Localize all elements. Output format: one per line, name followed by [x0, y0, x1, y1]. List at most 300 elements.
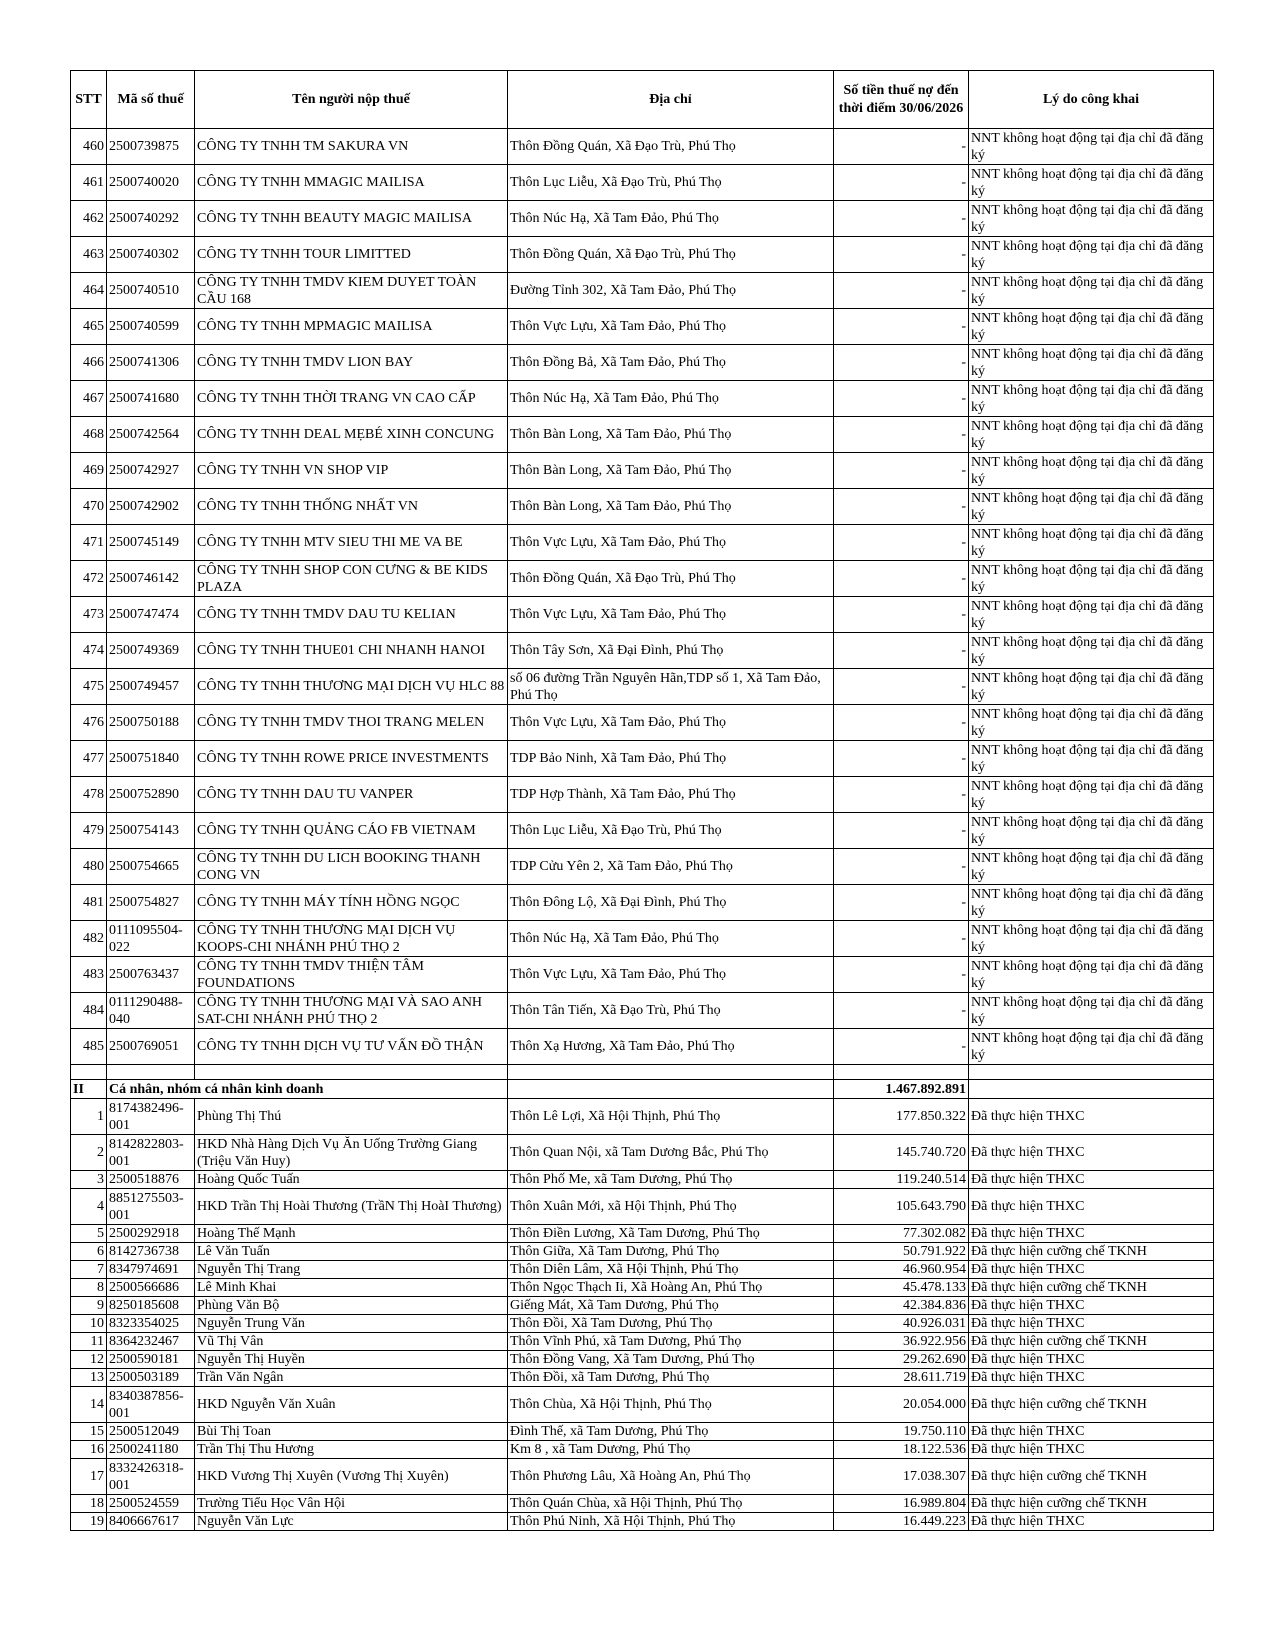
cell-tax-debt: 145.740.720 — [834, 1135, 969, 1171]
cell-tax-code: 2500742927 — [107, 453, 195, 489]
cell-tax-debt: - — [834, 129, 969, 165]
cell-address: Thôn Quan Nội, xã Tam Dương Bắc, Phú Thọ — [508, 1135, 834, 1171]
cell-tax-debt: 177.850.322 — [834, 1099, 969, 1135]
cell-tax-code: 2500518876 — [107, 1171, 195, 1189]
cell-reason: NNT không hoạt động tại địa chỉ đã đăng ký — [969, 237, 1214, 273]
cell-address: Thôn Giữa, Xã Tam Dương, Phú Thọ — [508, 1243, 834, 1261]
cell-address: Thôn Đồng Vang, Xã Tam Dương, Phú Thọ — [508, 1351, 834, 1369]
cell-tax-debt: - — [834, 309, 969, 345]
cell-tax-debt: 36.922.956 — [834, 1333, 969, 1351]
header-reason: Lý do công khai — [969, 71, 1214, 129]
table-row — [71, 741, 1214, 777]
cell-reason: Đã thực hiện THXC — [969, 1135, 1214, 1171]
cell-stt: 483 — [71, 957, 107, 993]
cell-tax-debt: 29.262.690 — [834, 1351, 969, 1369]
cell-reason: NNT không hoạt động tại địa chỉ đã đăng ký — [969, 561, 1214, 597]
cell-tax-code: 8142822803-001 — [107, 1135, 195, 1171]
cell-stt: 472 — [71, 561, 107, 597]
cell-tax-debt: 45.478.133 — [834, 1279, 969, 1297]
cell-reason: NNT không hoạt động tại địa chỉ đã đăng ký — [969, 309, 1214, 345]
cell-stt: 485 — [71, 1029, 107, 1065]
cell-taxpayer-name: CÔNG TY TNHH TM SAKURA VN — [195, 129, 508, 165]
cell-stt: 6 — [71, 1243, 107, 1261]
cell-address: Thôn Đông Lộ, Xã Đại Đình, Phú Thọ — [508, 885, 834, 921]
cell-reason: NNT không hoạt động tại địa chỉ đã đăng ký — [969, 273, 1214, 309]
cell-reason: Đã thực hiện THXC — [969, 1351, 1214, 1369]
table-row — [71, 1369, 1214, 1387]
cell-tax-code: 2500754665 — [107, 849, 195, 885]
cell-stt: 460 — [71, 129, 107, 165]
cell-stt: 479 — [71, 813, 107, 849]
cell-address: Thôn Đồng Quán, Xã Đạo Trù, Phú Thọ — [508, 237, 834, 273]
cell-tax-code: 2500749369 — [107, 633, 195, 669]
cell-address: Thôn Núc Hạ, Xã Tam Đảo, Phú Thọ — [508, 201, 834, 237]
cell-tax-code: 2500763437 — [107, 957, 195, 993]
blank-row — [71, 1065, 1214, 1080]
cell-tax-debt: 40.926.031 — [834, 1315, 969, 1333]
cell-address: Thôn Đồi, xã Tam Dương, Phú Thọ — [508, 1369, 834, 1387]
cell-taxpayer-name: CÔNG TY TNHH THƯƠNG MẠI DỊCH VỤ KOOPS-CHI NHÁNH PHÚ THỌ 2 — [195, 921, 508, 957]
cell-tax-debt: 50.791.922 — [834, 1243, 969, 1261]
cell-reason: NNT không hoạt động tại địa chỉ đã đăng ký — [969, 633, 1214, 669]
cell-reason: Đã thực hiện cưỡng chế TKNH — [969, 1333, 1214, 1351]
table-row — [71, 705, 1214, 741]
cell-tax-code: 2500742564 — [107, 417, 195, 453]
cell-taxpayer-name: CÔNG TY TNHH TOUR LIMITTED — [195, 237, 508, 273]
cell-tax-code: 2500741306 — [107, 345, 195, 381]
cell-address: Thôn Đồi, Xã Tam Dương, Phú Thọ — [508, 1315, 834, 1333]
cell-reason: NNT không hoạt động tại địa chỉ đã đăng ký — [969, 525, 1214, 561]
cell-stt: 7 — [71, 1261, 107, 1279]
cell-reason: Đã thực hiện THXC — [969, 1225, 1214, 1243]
cell-address: Thôn Vĩnh Phú, xã Tam Dương, Phú Thọ — [508, 1333, 834, 1351]
cell-taxpayer-name: CÔNG TY TNHH QUẢNG CÁO FB VIETNAM — [195, 813, 508, 849]
cell-tax-debt: 16.449.223 — [834, 1513, 969, 1531]
cell-tax-code: 2500740302 — [107, 237, 195, 273]
cell-taxpayer-name: CÔNG TY TNHH TMDV KIEM DUYET TOÀN CẦU 168 — [195, 273, 508, 309]
table-row — [71, 669, 1214, 705]
cell-stt: 9 — [71, 1297, 107, 1315]
cell-stt: 467 — [71, 381, 107, 417]
cell-tax-code: 2500754827 — [107, 885, 195, 921]
cell-address: Thôn Điền Lương, Xã Tam Dương, Phú Thọ — [508, 1225, 834, 1243]
cell-address: Thôn Phú Ninh, Xã Hội Thịnh, Phú Thọ — [508, 1513, 834, 1531]
section-number: II — [71, 1080, 107, 1099]
table-row — [71, 1099, 1214, 1135]
table-row — [71, 1423, 1214, 1441]
cell-taxpayer-name: Nguyễn Trung Văn — [195, 1315, 508, 1333]
cell-tax-debt: 105.643.790 — [834, 1189, 969, 1225]
cell-stt: 8 — [71, 1279, 107, 1297]
cell-tax-code: 2500747474 — [107, 597, 195, 633]
cell-taxpayer-name: Trần Văn Ngân — [195, 1369, 508, 1387]
cell-tax-code: 2500749457 — [107, 669, 195, 705]
cell-address: Thôn Bàn Long, Xã Tam Đảo, Phú Thọ — [508, 453, 834, 489]
cell-stt: 16 — [71, 1441, 107, 1459]
cell-address: Thôn Tây Sơn, Xã Đại Đình, Phú Thọ — [508, 633, 834, 669]
cell-reason: Đã thực hiện cưỡng chế TKNH — [969, 1279, 1214, 1297]
cell-tax-debt: - — [834, 669, 969, 705]
table-row — [71, 849, 1214, 885]
cell-tax-code: 2500741680 — [107, 381, 195, 417]
cell-reason: Đã thực hiện THXC — [969, 1189, 1214, 1225]
cell-reason: Đã thực hiện THXC — [969, 1513, 1214, 1531]
cell-reason: Đã thực hiện THXC — [969, 1423, 1214, 1441]
table-row — [71, 597, 1214, 633]
cell-reason: NNT không hoạt động tại địa chỉ đã đăng ký — [969, 381, 1214, 417]
cell-tax-code: 2500739875 — [107, 129, 195, 165]
cell-stt: 5 — [71, 1225, 107, 1243]
table-row — [71, 165, 1214, 201]
cell-taxpayer-name: CÔNG TY TNHH DAU TU VANPER — [195, 777, 508, 813]
table-row — [71, 1315, 1214, 1333]
table-row — [71, 453, 1214, 489]
cell-tax-debt: - — [834, 813, 969, 849]
cell-tax-debt: - — [834, 705, 969, 741]
cell-reason: NNT không hoạt động tại địa chỉ đã đăng ký — [969, 849, 1214, 885]
cell-address: Thôn Lục Liễu, Xã Đạo Trù, Phú Thọ — [508, 813, 834, 849]
cell-tax-code: 2500241180 — [107, 1441, 195, 1459]
cell-address: Thôn Lục Liễu, Xã Đạo Trù, Phú Thọ — [508, 165, 834, 201]
cell-tax-code: 8250185608 — [107, 1297, 195, 1315]
cell-stt: 468 — [71, 417, 107, 453]
table-row — [71, 417, 1214, 453]
cell-taxpayer-name: Phùng Thị Thú — [195, 1099, 508, 1135]
cell-address: Thôn Lê Lợi, Xã Hội Thịnh, Phú Thọ — [508, 1099, 834, 1135]
header-address: Địa chỉ — [508, 71, 834, 129]
table-row — [71, 1297, 1214, 1315]
cell-taxpayer-name: CÔNG TY TNHH THƯƠNG MẠI VÀ SAO ANH SAT-CHI NHÁNH PHÚ THỌ 2 — [195, 993, 508, 1029]
cell-reason: NNT không hoạt động tại địa chỉ đã đăng ký — [969, 129, 1214, 165]
cell-tax-debt: 16.989.804 — [834, 1495, 969, 1513]
cell-tax-debt: 46.960.954 — [834, 1261, 969, 1279]
header-tax-debt: Số tiền thuế nợ đến thời điểm 30/06/2026 — [834, 71, 969, 129]
cell-reason: Đã thực hiện cưỡng chế TKNH — [969, 1459, 1214, 1495]
cell-taxpayer-name: CÔNG TY TNHH DU LICH BOOKING THANH CONG VN — [195, 849, 508, 885]
cell-tax-code: 8340387856-001 — [107, 1387, 195, 1423]
cell-address: Thôn Quán Chùa, xã Hội Thịnh, Phú Thọ — [508, 1495, 834, 1513]
cell-taxpayer-name: CÔNG TY TNHH MTV SIEU THI ME VA BE — [195, 525, 508, 561]
cell-address: Thôn Chùa, Xã Hội Thịnh, Phú Thọ — [508, 1387, 834, 1423]
cell-stt: 19 — [71, 1513, 107, 1531]
cell-tax-debt: - — [834, 345, 969, 381]
cell-taxpayer-name: Bùi Thị Toan — [195, 1423, 508, 1441]
cell-tax-code: 8851275503-001 — [107, 1189, 195, 1225]
cell-taxpayer-name: Hoàng Thế Mạnh — [195, 1225, 508, 1243]
cell-taxpayer-name: CÔNG TY TNHH THỐNG NHẤT VN — [195, 489, 508, 525]
cell-taxpayer-name: HKD Nhà Hàng Dịch Vụ Ăn Uống Trường Giang (Triệu Văn Huy) — [195, 1135, 508, 1171]
cell-stt: 1 — [71, 1099, 107, 1135]
cell-reason: NNT không hoạt động tại địa chỉ đã đăng ký — [969, 201, 1214, 237]
cell-stt: 469 — [71, 453, 107, 489]
cell-tax-code: 2500740020 — [107, 165, 195, 201]
cell-tax-code: 8347974691 — [107, 1261, 195, 1279]
cell-stt: 464 — [71, 273, 107, 309]
cell-stt: 481 — [71, 885, 107, 921]
section-row — [71, 1080, 1214, 1099]
cell-reason: NNT không hoạt động tại địa chỉ đã đăng ký — [969, 741, 1214, 777]
cell-address: Đường Tỉnh 302, Xã Tam Đảo, Phú Thọ — [508, 273, 834, 309]
table-row — [71, 525, 1214, 561]
cell-tax-debt: - — [834, 741, 969, 777]
cell-stt: 466 — [71, 345, 107, 381]
cell-tax-code: 0111290488-040 — [107, 993, 195, 1029]
header-stt: STT — [71, 71, 107, 129]
cell-tax-debt: - — [834, 777, 969, 813]
cell-taxpayer-name: Hoàng Quốc Tuấn — [195, 1171, 508, 1189]
cell-address: Thôn Đồng Bả, Xã Tam Đảo, Phú Thọ — [508, 345, 834, 381]
cell-address: Thôn Đồng Quán, Xã Đạo Trù, Phú Thọ — [508, 129, 834, 165]
table-row — [71, 1495, 1214, 1513]
cell-stt: 462 — [71, 201, 107, 237]
table-row — [71, 777, 1214, 813]
cell-tax-debt: 18.122.536 — [834, 1441, 969, 1459]
cell-tax-debt: - — [834, 525, 969, 561]
table-row — [71, 1261, 1214, 1279]
table-row — [71, 561, 1214, 597]
cell-tax-debt: 19.750.110 — [834, 1423, 969, 1441]
table-row — [71, 381, 1214, 417]
cell-tax-debt: - — [834, 597, 969, 633]
table-row — [71, 1459, 1214, 1495]
cell-taxpayer-name: Nguyễn Thị Huyền — [195, 1351, 508, 1369]
cell-address: Thôn Xạ Hương, Xã Tam Đảo, Phú Thọ — [508, 1029, 834, 1065]
cell-reason: Đã thực hiện cưỡng chế TKNH — [969, 1495, 1214, 1513]
cell-tax-code: 2500590181 — [107, 1351, 195, 1369]
cell-address: TDP Hợp Thành, Xã Tam Đảo, Phú Thọ — [508, 777, 834, 813]
cell-tax-debt: - — [834, 849, 969, 885]
cell-taxpayer-name: CÔNG TY TNHH MÁY TÍNH HỒNG NGỌC — [195, 885, 508, 921]
table-row — [71, 345, 1214, 381]
cell-tax-code: 2500524559 — [107, 1495, 195, 1513]
table-row — [71, 237, 1214, 273]
table-row — [71, 1243, 1214, 1261]
cell-address: Thôn Vực Lựu, Xã Tam Đảo, Phú Thọ — [508, 525, 834, 561]
cell-taxpayer-name: Lê Minh Khai — [195, 1279, 508, 1297]
cell-taxpayer-name: Trần Thị Thu Hương — [195, 1441, 508, 1459]
cell-tax-code: 2500740510 — [107, 273, 195, 309]
cell-tax-debt: - — [834, 417, 969, 453]
cell-reason: NNT không hoạt động tại địa chỉ đã đăng ký — [969, 453, 1214, 489]
cell-stt: 477 — [71, 741, 107, 777]
cell-taxpayer-name: CÔNG TY TNHH TMDV DAU TU KELIAN — [195, 597, 508, 633]
cell-tax-debt: - — [834, 561, 969, 597]
table-row — [71, 489, 1214, 525]
cell-taxpayer-name: CÔNG TY TNHH THỜI TRANG VN CAO CẤP — [195, 381, 508, 417]
cell-taxpayer-name: CÔNG TY TNHH TMDV LION BAY — [195, 345, 508, 381]
cell-reason: NNT không hoạt động tại địa chỉ đã đăng ký — [969, 957, 1214, 993]
table-row — [71, 1029, 1214, 1065]
cell-stt: 465 — [71, 309, 107, 345]
cell-address: Thôn Vực Lựu, Xã Tam Đảo, Phú Thọ — [508, 597, 834, 633]
cell-tax-debt: 20.054.000 — [834, 1387, 969, 1423]
cell-tax-debt: - — [834, 201, 969, 237]
cell-stt: 484 — [71, 993, 107, 1029]
cell-tax-code: 2500292918 — [107, 1225, 195, 1243]
cell-reason: Đã thực hiện cưỡng chế TKNH — [969, 1387, 1214, 1423]
cell-taxpayer-name: CÔNG TY TNHH VN SHOP VIP — [195, 453, 508, 489]
cell-tax-code: 2500512049 — [107, 1423, 195, 1441]
cell-tax-code: 2500740599 — [107, 309, 195, 345]
cell-address: Thôn Vực Lựu, Xã Tam Đảo, Phú Thọ — [508, 957, 834, 993]
cell-reason: Đã thực hiện THXC — [969, 1099, 1214, 1135]
cell-address: Thôn Núc Hạ, Xã Tam Đảo, Phú Thọ — [508, 921, 834, 957]
cell-address: Thôn Bàn Long, Xã Tam Đảo, Phú Thọ — [508, 417, 834, 453]
table-row — [71, 1279, 1214, 1297]
cell-taxpayer-name: CÔNG TY TNHH SHOP CON CƯNG & BE KIDS PLAZA — [195, 561, 508, 597]
cell-tax-debt: 17.038.307 — [834, 1459, 969, 1495]
cell-reason: NNT không hoạt động tại địa chỉ đã đăng ký — [969, 921, 1214, 957]
cell-address: Thôn Tân Tiến, Xã Đạo Trù, Phú Thọ — [508, 993, 834, 1029]
table-row — [71, 957, 1214, 993]
cell-stt: 480 — [71, 849, 107, 885]
cell-reason: NNT không hoạt động tại địa chỉ đã đăng ký — [969, 993, 1214, 1029]
cell-reason: Đã thực hiện THXC — [969, 1369, 1214, 1387]
table-row — [71, 201, 1214, 237]
cell-reason: NNT không hoạt động tại địa chỉ đã đăng ký — [969, 417, 1214, 453]
table-row — [71, 1189, 1214, 1225]
header-taxpayer-name: Tên người nộp thuế — [195, 71, 508, 129]
cell-tax-debt: - — [834, 993, 969, 1029]
cell-tax-debt: - — [834, 165, 969, 201]
cell-reason: NNT không hoạt động tại địa chỉ đã đăng ký — [969, 669, 1214, 705]
cell-tax-debt: 42.384.836 — [834, 1297, 969, 1315]
cell-tax-debt: - — [834, 957, 969, 993]
cell-stt: 18 — [71, 1495, 107, 1513]
cell-address: TDP Cửu Yên 2, Xã Tam Đảo, Phú Thọ — [508, 849, 834, 885]
cell-tax-code: 0111095504-022 — [107, 921, 195, 957]
cell-stt: 475 — [71, 669, 107, 705]
cell-stt: 13 — [71, 1369, 107, 1387]
cell-stt: 11 — [71, 1333, 107, 1351]
cell-reason: NNT không hoạt động tại địa chỉ đã đăng ký — [969, 597, 1214, 633]
cell-address: Km 8 , xã Tam Dương, Phú Thọ — [508, 1441, 834, 1459]
cell-stt: 15 — [71, 1423, 107, 1441]
table-row — [71, 993, 1214, 1029]
table-row — [71, 273, 1214, 309]
cell-stt: 470 — [71, 489, 107, 525]
cell-reason: Đã thực hiện THXC — [969, 1297, 1214, 1315]
cell-reason: NNT không hoạt động tại địa chỉ đã đăng ký — [969, 705, 1214, 741]
cell-stt: 463 — [71, 237, 107, 273]
table-row — [71, 813, 1214, 849]
cell-reason: Đã thực hiện cưỡng chế TKNH — [969, 1243, 1214, 1261]
cell-taxpayer-name: Vũ Thị Vân — [195, 1333, 508, 1351]
cell-taxpayer-name: CÔNG TY TNHH DỊCH VỤ TƯ VẤN ĐỒ THẬN — [195, 1029, 508, 1065]
table-row — [71, 1333, 1214, 1351]
cell-tax-code: 8364232467 — [107, 1333, 195, 1351]
cell-reason: NNT không hoạt động tại địa chỉ đã đăng ký — [969, 165, 1214, 201]
cell-stt: 10 — [71, 1315, 107, 1333]
cell-taxpayer-name: CÔNG TY TNHH TMDV THOI TRANG MELEN — [195, 705, 508, 741]
cell-address: Thôn Diên Lâm, Xã Hội Thịnh, Phú Thọ — [508, 1261, 834, 1279]
cell-address: Giếng Mát, Xã Tam Dương, Phú Thọ — [508, 1297, 834, 1315]
cell-tax-debt: - — [834, 489, 969, 525]
cell-reason: Đã thực hiện THXC — [969, 1441, 1214, 1459]
cell-tax-code: 2500745149 — [107, 525, 195, 561]
cell-taxpayer-name: HKD Trần Thị Hoài Thương (TrầN Thị HoàI Thương) — [195, 1189, 508, 1225]
table-row — [71, 885, 1214, 921]
cell-taxpayer-name: CÔNG TY TNHH TMDV THIỆN TÂM FOUNDATIONS — [195, 957, 508, 993]
cell-reason: Đã thực hiện THXC — [969, 1315, 1214, 1333]
cell-tax-code: 2500503189 — [107, 1369, 195, 1387]
section-title: Cá nhân, nhóm cá nhân kinh doanh — [107, 1080, 508, 1099]
cell-tax-code: 2500740292 — [107, 201, 195, 237]
table-row — [71, 309, 1214, 345]
cell-reason: Đã thực hiện THXC — [969, 1171, 1214, 1189]
cell-tax-debt: 77.302.082 — [834, 1225, 969, 1243]
cell-tax-debt: 28.611.719 — [834, 1369, 969, 1387]
table-row — [71, 1351, 1214, 1369]
cell-stt: 474 — [71, 633, 107, 669]
cell-tax-code: 2500769051 — [107, 1029, 195, 1065]
table-row — [71, 1135, 1214, 1171]
cell-tax-code: 2500751840 — [107, 741, 195, 777]
cell-tax-code: 2500750188 — [107, 705, 195, 741]
cell-stt: 2 — [71, 1135, 107, 1171]
cell-stt: 3 — [71, 1171, 107, 1189]
cell-address: Thôn Bàn Long, Xã Tam Đảo, Phú Thọ — [508, 489, 834, 525]
cell-address: số 06 đường Trần Nguyên Hãn,TDP số 1, Xã Tam Đảo, Phú Thọ — [508, 669, 834, 705]
cell-address: Thôn Vực Lựu, Xã Tam Đảo, Phú Thọ — [508, 309, 834, 345]
cell-address: Thôn Vực Lựu, Xã Tam Đảo, Phú Thọ — [508, 705, 834, 741]
cell-tax-debt: - — [834, 237, 969, 273]
cell-tax-code: 2500752890 — [107, 777, 195, 813]
cell-tax-code: 2500754143 — [107, 813, 195, 849]
cell-stt: 17 — [71, 1459, 107, 1495]
cell-address: TDP Bảo Ninh, Xã Tam Đảo, Phú Thọ — [508, 741, 834, 777]
cell-address: Thôn Đồng Quán, Xã Đạo Trù, Phú Thọ — [508, 561, 834, 597]
table-row — [71, 129, 1214, 165]
cell-taxpayer-name: HKD Nguyễn Văn Xuân — [195, 1387, 508, 1423]
cell-taxpayer-name: Phùng Văn Bộ — [195, 1297, 508, 1315]
cell-reason: NNT không hoạt động tại địa chỉ đã đăng ký — [969, 885, 1214, 921]
cell-reason: NNT không hoạt động tại địa chỉ đã đăng ký — [969, 489, 1214, 525]
cell-tax-code: 2500742902 — [107, 489, 195, 525]
cell-tax-code: 8174382496-001 — [107, 1099, 195, 1135]
cell-tax-code: 8142736738 — [107, 1243, 195, 1261]
cell-tax-code: 8323354025 — [107, 1315, 195, 1333]
cell-address: Thôn Núc Hạ, Xã Tam Đảo, Phú Thọ — [508, 381, 834, 417]
cell-taxpayer-name: CÔNG TY TNHH ROWE PRICE INVESTMENTS — [195, 741, 508, 777]
header-tax-code: Mã số thuế — [107, 71, 195, 129]
cell-address: Thôn Ngọc Thạch Ii, Xã Hoàng An, Phú Thọ — [508, 1279, 834, 1297]
table-row — [71, 1171, 1214, 1189]
cell-taxpayer-name: CÔNG TY TNHH THUE01 CHI NHANH HANOI — [195, 633, 508, 669]
cell-address: Thôn Phố Me, xã Tam Dương, Phú Thọ — [508, 1171, 834, 1189]
table-row — [71, 1387, 1214, 1423]
cell-taxpayer-name: Trường Tiểu Học Vân Hội — [195, 1495, 508, 1513]
cell-address: Thôn Xuân Mới, xã Hội Thịnh, Phú Thọ — [508, 1189, 834, 1225]
cell-stt: 473 — [71, 597, 107, 633]
tax-debt-table — [70, 70, 1214, 1531]
cell-reason: NNT không hoạt động tại địa chỉ đã đăng ký — [969, 345, 1214, 381]
cell-address: Thôn Phương Lâu, Xã Hoàng An, Phú Thọ — [508, 1459, 834, 1495]
cell-tax-debt: - — [834, 1029, 969, 1065]
cell-reason: NNT không hoạt động tại địa chỉ đã đăng ký — [969, 1029, 1214, 1065]
cell-stt: 461 — [71, 165, 107, 201]
cell-taxpayer-name: CÔNG TY TNHH MPMAGIC MAILISA — [195, 309, 508, 345]
cell-taxpayer-name: CÔNG TY TNHH DEAL MẸBÉ XINH CONCUNG — [195, 417, 508, 453]
cell-stt: 482 — [71, 921, 107, 957]
table-row — [71, 1441, 1214, 1459]
cell-tax-debt: - — [834, 273, 969, 309]
cell-taxpayer-name: Nguyễn Văn Lực — [195, 1513, 508, 1531]
cell-taxpayer-name: CÔNG TY TNHH BEAUTY MAGIC MAILISA — [195, 201, 508, 237]
cell-taxpayer-name: HKD Vương Thị Xuyên (Vương Thị Xuyên) — [195, 1459, 508, 1495]
cell-taxpayer-name: CÔNG TY TNHH THƯƠNG MẠI DỊCH VỤ HLC 88 — [195, 669, 508, 705]
cell-stt: 4 — [71, 1189, 107, 1225]
